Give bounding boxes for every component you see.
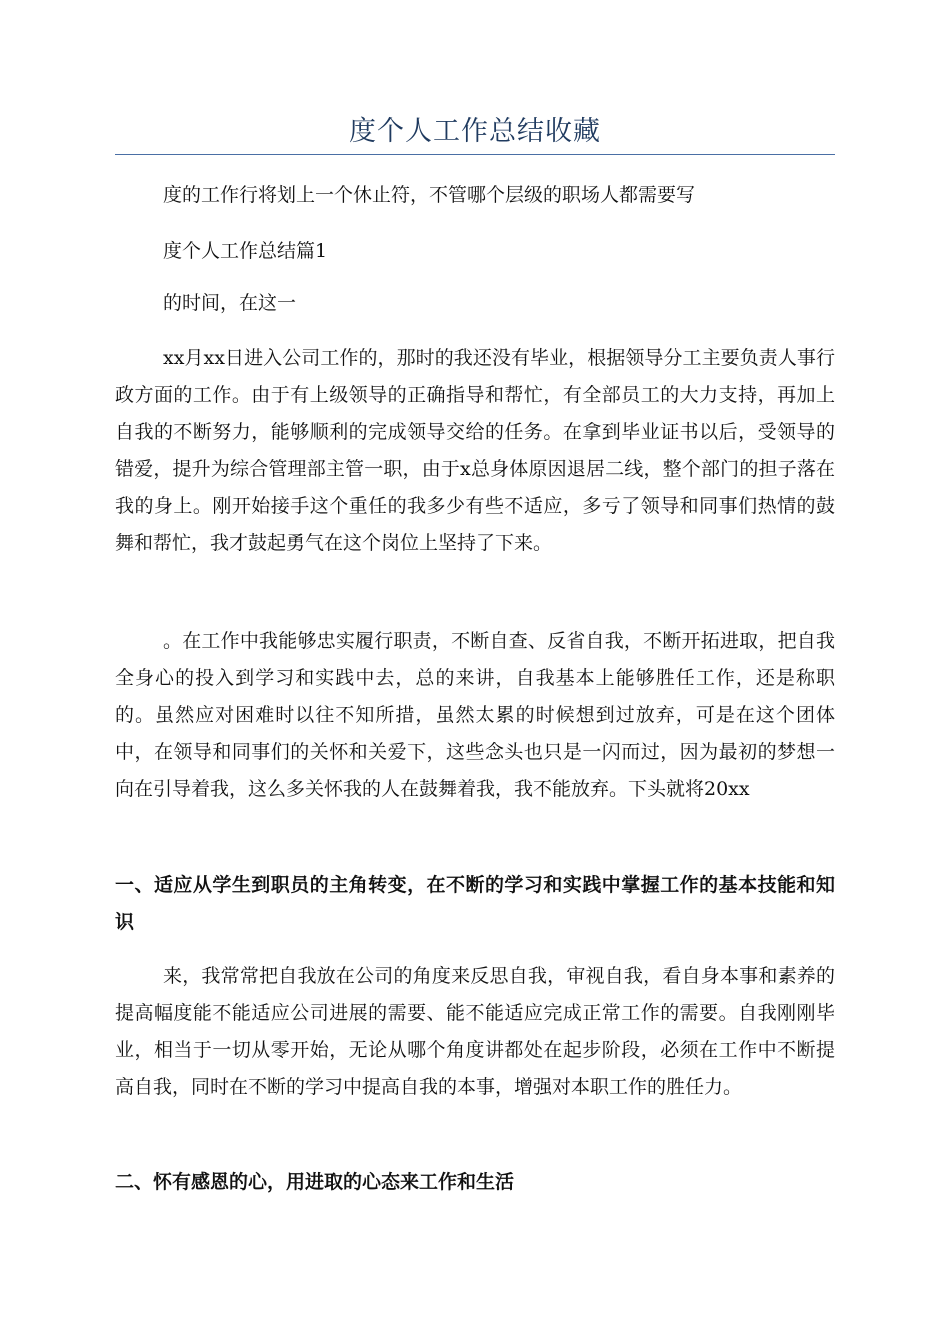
section-heading-2: 二、怀有感恩的心，用进取的心态来工作和生活 [115,1171,515,1193]
paragraph-intro: 度的工作行将划上一个休止符，不管哪个层级的职场人都需要写 [163,184,696,206]
document-title: 度个人工作总结收藏 [349,116,601,147]
paragraph-subtitle: 度个人工作总结篇1 [163,240,328,262]
section-heading-1: 一、适应从学生到职员的主角转变，在不断的学习和实践中掌握工作的基本技能和知识 [115,874,835,933]
title-underline [115,154,835,155]
paragraph-joining: xx月xx日进入公司工作的，那时的我还没有毕业，根据领导分工主要负责人事行政方面的工作。由于有上级领导的正确指导和帮忙，有全部员工的大力支持，再加上自我的不断努力，能够顺利的完成领导交给的任务。在拿到毕业证书以后，受领导的错爱，提升为综合管理部主管一职，由于x总身体原因退居二线，整个部门的担子落在我的身上。刚开始接手这个重任的我多少有些不适应，多亏了领导和同事们热情的鼓舞和帮忙，我才鼓起勇气在这个岗位上坚持了下来。 [115,347,835,554]
paragraph-duties: 。在工作中我能够忠实履行职责，不断自查、反省自我，不断开拓进取，把自我全身心的投入到学习和实践中去，总的来讲，自我基本上能够胜任工作，还是称职的。虽然应对困难时以往不知所措，虽然太累的时候想到过放弃，可是在这个团体中，在领导和同事们的关怀和关爱下，这些念头也只是一闪而过，因为最初的梦想一向在引导着我，这么多关怀我的人在鼓舞着我，我不能放弃。下头就将20xx [115,630,835,800]
paragraph-time: 的时间，在这一 [163,292,297,314]
paragraph-reflection: 来，我常常把自我放在公司的角度来反思自我，审视自我，看自身本事和素养的提高幅度能不能适应公司进展的需要、能不能适应完成正常工作的需要。自我刚刚毕业，相当于一切从零开始，无论从哪个角度讲都处在起步阶段，必须在工作中不断提高自我，同时在不断的学习中提高自我的本事，增强对本职工作的胜任力。 [115,965,835,1098]
